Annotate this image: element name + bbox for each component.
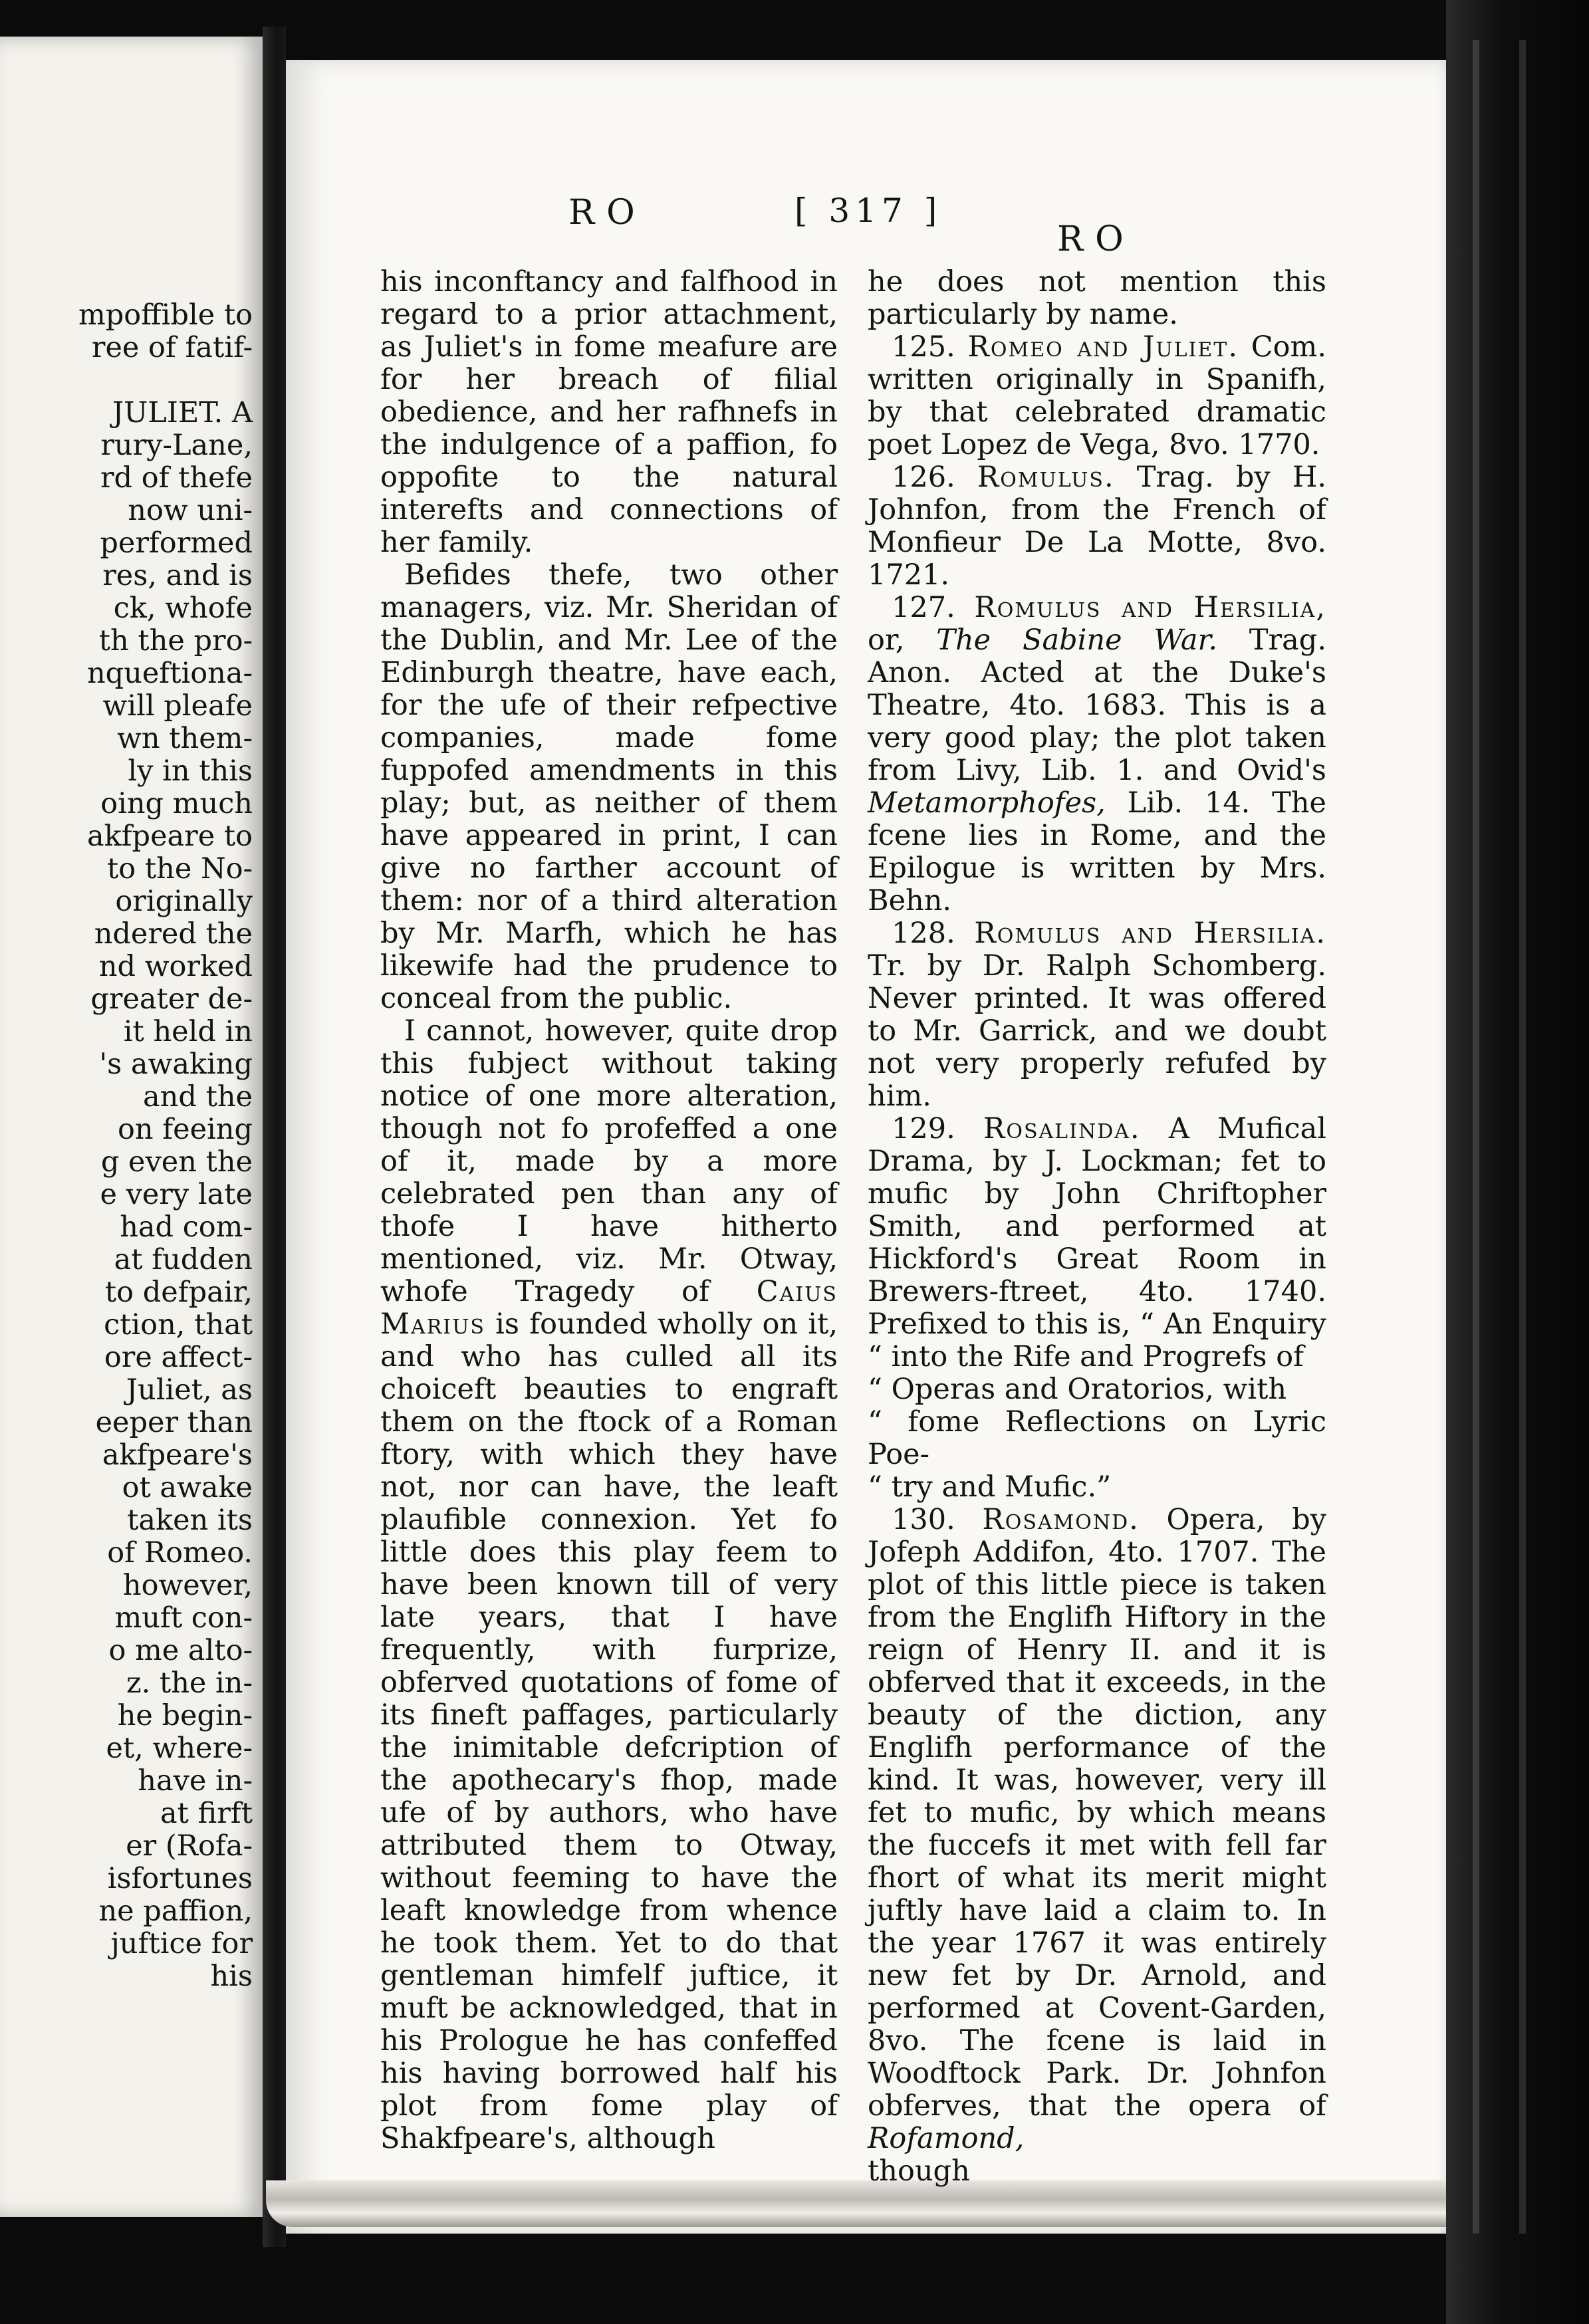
entry-continuation: he does not mention this particularly by name. [868,265,1326,331]
entry-title: Romulus and Hersilia. [974,917,1326,950]
entry-126 [868,461,1326,592]
entry-text: Lib. 14. The fcene lies in Rome, and the Epilogue is written by Mrs. Behn. [868,786,1326,917]
facing-page-line: akfpeare's [102,1439,253,1472]
entry-number: 125. [892,330,968,364]
facing-page-line: ction, that [104,1308,253,1341]
facing-page-line: JULIET. A [112,396,253,429]
facing-page-line: of Romeo. [107,1536,253,1569]
scan-right-edge [1446,0,1589,2324]
facing-page-line: however, [122,1569,253,1602]
entry-title: Romulus. [977,461,1115,494]
entry-text: Opera, by Jofeph Addifon, 4to. 1707. The plot of this little piece is taken from the Englifh Hiftory in the reign of Henry II. and it is obferved that it exceeds, in the beauty of the diction, any Englifh performance of the kind. It was, however, very ill fet to mufic, by which means the fuccefs it met with fell far fhort of what its merit might juftly have laid a claim to. In the year 1767 it was entirely new fet by Dr. Arnold, and performed at Covent-Garden, 8vo. The fcene is laid in Woodftock Park. Dr. Johnfon obferves, that the opera of [868,1503,1326,2123]
work-title: Rofamond, [868,2122,1025,2155]
entry-130 [868,1504,1326,2155]
facing-page-line: have in- [138,1764,253,1798]
facing-page-line: he begin- [117,1699,253,1732]
quotation-line: “ fome Reflections on Lyric Poe- [868,1405,1326,1471]
facing-page-line: oing much [100,787,253,820]
facing-page-line: ne paffion, [98,1895,253,1928]
quotation-line: “ into the Rife and Progrefs of [868,1340,1304,1373]
facing-page-line: and the [143,1080,253,1113]
text-column-left [380,266,838,2155]
facing-page [0,37,263,2217]
facing-page-line: ree of fatif- [91,331,253,364]
paragraph: Befides thefe, two other managers, viz. Mr. Sheridan of the Dublin, and Mr. Lee of the Edinburgh theatre, have each, for the ufe of their refpective companies, made fome fuppofed amendments in this play; but, as neither of them have appeared in print, I can give no farther account of them: nor of a third alteration by Mr. Marfh, which he has likewife had the prudence to conceal from the public. [380,558,838,1015]
text-column-right [868,266,1326,2188]
facing-page-line: nd worked [98,950,253,983]
entry-alt-title: The Sabine War. [936,624,1218,657]
facing-page-line: ndered the [94,917,253,951]
entry-title: Romeo and Juliet. [967,330,1239,364]
paragraph-text: I cannot, however, quite drop this fubject without taking notice of one more alteration, though not fo profeffed a one of it, made by a more celebrated pen than any of thofe I have hitherto mentioned, viz. Mr. Otway, whofe Tragedy of [380,1014,838,1308]
page-number: [ 317 ] [794,191,943,230]
facing-page-line: isfortunes [107,1862,253,1895]
facing-page-line: Juliet, as [126,1373,253,1407]
facing-page-line: ck, whofe [113,592,253,625]
quotation-line: “ Operas and Oratorios, with [868,1373,1287,1406]
facing-page-line: it held in [123,1015,253,1048]
facing-page-line: res, and is [102,559,253,592]
facing-page-line: to the No- [107,852,253,885]
facing-page-line: rury-Lane, [100,429,253,462]
facing-page-line: will pleafe [102,689,253,723]
facing-page-line: muft con- [114,1601,253,1635]
facing-page-line: greater de- [90,983,253,1016]
facing-page-line: o me alto- [108,1634,253,1667]
entry-text: Trag. by H. Johnfon, from the French of Monfieur De La Motte, 8vo. 1721. [868,461,1326,592]
page-edge-strip [1473,40,1479,2234]
running-head-right: RO [1057,219,1136,259]
entry-text: Trag. Anon. Acted at the Duke's Theatre, 4to. 1683. This is a very good play; the plot taken from Livy, Lib. 1. and Ovid's [868,624,1326,787]
entry-number: 130. [892,1503,983,1536]
facing-page-line: performed [100,526,253,560]
entry-text: A Mufical Drama, by J. Lockman; fet to mufic by John Chriftopher Smith, and performed at Hickford's Great Room in Brewers-ftreet, 4to. 1740. Prefixed to this is, “ An Enquiry [868,1112,1326,1341]
entry-number: 129. [892,1112,983,1145]
book-gutter [263,27,286,2247]
facing-page-line: z. the in- [126,1667,253,1700]
facing-page-line: originally [115,885,253,918]
facing-page-line: taken its [127,1504,253,1537]
facing-page-line: at fudden [114,1243,253,1276]
facing-page-line: to defpair, [104,1276,253,1309]
paragraph [380,1015,838,2155]
play-title: Caius Marius [380,1275,838,1341]
facing-page-line: ot awake [122,1471,253,1504]
entry-number: 128. [892,917,975,950]
catchword: though [868,2154,970,2188]
facing-page-line [0,364,253,397]
facing-page-line: mpoffible to [78,298,253,332]
facing-page-text [0,299,253,1993]
entry-128 [868,917,1326,1113]
entry-text: or, [868,624,937,657]
facing-page-line: g even the [100,1145,253,1179]
entry-title: Romulus and Hersilia, [974,591,1326,624]
entry-number: 127. [892,591,975,624]
entry-129 [868,1113,1326,1341]
entry-number: 126. [892,461,977,494]
entry-title: Rosamond. [982,1503,1140,1536]
facing-page-line: had com- [120,1211,253,1244]
quotation-line: “ try and Mufic.” [868,1470,1112,1504]
entry-text: Com. written originally in Spanifh, by that celebrated dramatic poet Lopez de Vega, 8vo. 1770. [868,330,1326,461]
facing-page-line: on feeing [117,1113,253,1146]
entry-title: Rosalinda. [983,1112,1141,1145]
facing-page-line: 's awaking [99,1048,253,1081]
paragraph: his inconftancy and falfhood in regard to a prior attachment, as Juliet's in fome meafure are for her breach of filial obedience, and her rafhnefs in the indulgence of a paffion, fo oppofite to the natural interefts and connections of her family. [380,265,838,559]
facing-page-line: eeper than [95,1406,253,1439]
facing-page-line: er (Rofa- [126,1829,253,1863]
facing-page-line: rd of thefe [100,461,253,495]
facing-page-line: th the pro- [98,624,253,657]
facing-page-line: at firft [160,1797,253,1830]
facing-page-line: nqueftiona- [86,657,253,690]
facing-page-line: juftice for [110,1927,253,1960]
facing-page-line: ly in this [128,755,253,788]
facing-page-line: wn them- [117,722,253,755]
work-title: Metamorphofes, [868,786,1106,820]
entry-127 [868,592,1326,917]
facing-page-line: akfpeare to [86,820,253,853]
facing-page-line: e very late [100,1178,253,1211]
facing-page-line: ore affect- [104,1341,253,1374]
facing-page-line: now uni- [128,494,253,527]
facing-page-line: his [210,1960,253,1993]
page-edge-strip [1519,40,1526,2234]
entry-text: Tr. by Dr. Ralph Schomberg. Never printed. It was offered to Mr. Garrick, and we doubt not very properly refufed by him. [868,949,1326,1113]
entry-125 [868,331,1326,461]
facing-page-line: et, where- [106,1732,253,1765]
paragraph-text: is founded wholly on it, and who has culled all its choiceft beauties to engraft them on the ftock of a Roman ftory, with which they have not, nor can have, the leaft plaufible connexion. Yet fo little does this play feem to have been known till of very late years, that I have frequently, with furprize, obferved quotations of fome of its fineft paffages, particularly the inimitable defcription of the apothecary's fhop, made ufe of by authors, who have attributed them to Otway, without feeming to have the leaft knowledge from whence he took them. Yet to do that gentleman himfelf juftice, it muft be acknowledged, that in his Prologue he has confeffed his having borrowed half his plot from fome play of Shakfpeare's, although [380,1308,838,2155]
running-head-left: RO [568,193,647,233]
